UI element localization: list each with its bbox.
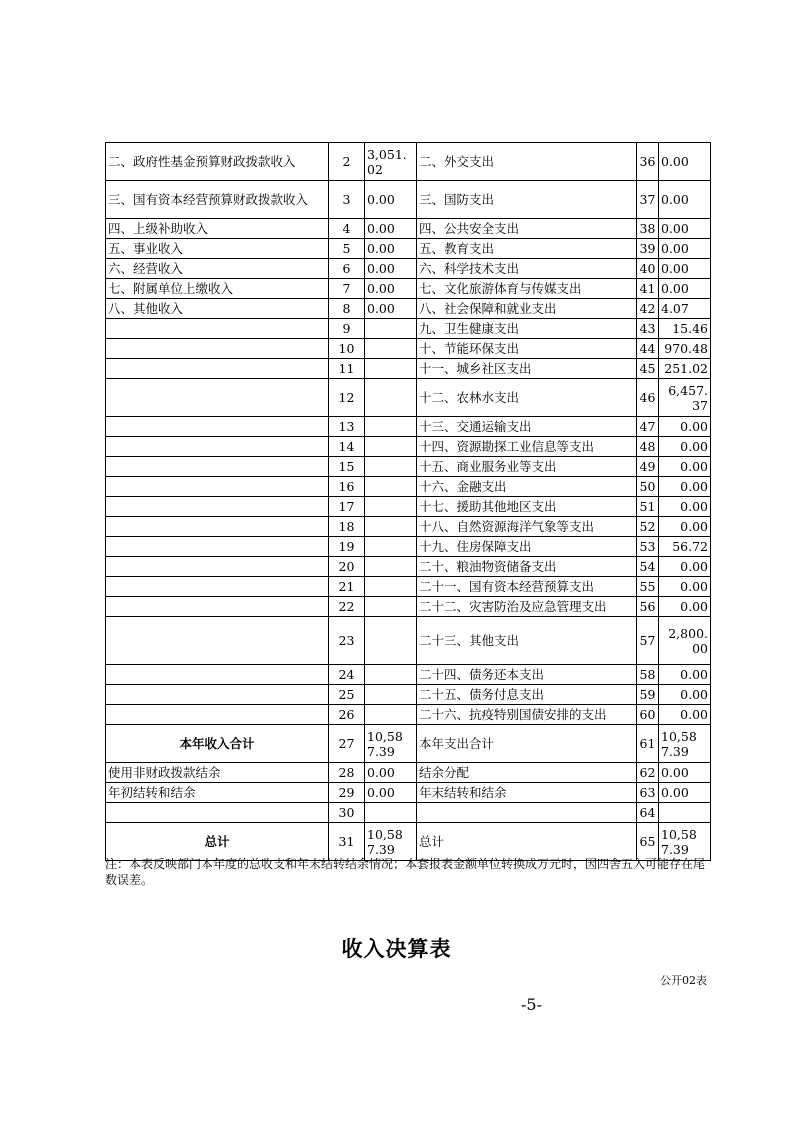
expense-item-cell: 结余分配: [417, 763, 637, 783]
table-row: [106, 783, 711, 803]
income-line-no-cell: 23: [329, 617, 365, 665]
income-line-no-cell: 5: [329, 239, 365, 259]
table-row: [106, 497, 711, 517]
table-row: [106, 239, 711, 259]
income-amount-cell: 10,587.39: [365, 823, 417, 861]
income-item-cell: [106, 557, 329, 577]
income-amount-cell: [365, 417, 417, 437]
income-item-cell: [106, 517, 329, 537]
income-item-cell: 五、事业收入: [106, 239, 329, 259]
income-amount-cell: 10,587.39: [365, 725, 417, 763]
income-amount-cell: [365, 597, 417, 617]
income-item-cell: [106, 597, 329, 617]
income-item-cell: 四、上级补助收入: [106, 219, 329, 239]
income-line-no-cell: 9: [329, 319, 365, 339]
table-row: [106, 299, 711, 319]
income-line-no-cell: 20: [329, 557, 365, 577]
table-row: [106, 379, 711, 417]
expense-amount-cell: 4.07: [659, 299, 711, 319]
table-row: [106, 437, 711, 457]
expense-item-cell: 十六、金融支出: [417, 477, 637, 497]
income-line-no-cell: 6: [329, 259, 365, 279]
expense-amount-cell: 0.00: [659, 239, 711, 259]
income-line-no-cell: 28: [329, 763, 365, 783]
table-row: [106, 477, 711, 497]
income-item-cell: 七、附属单位上缴收入: [106, 279, 329, 299]
expense-amount-cell: 0.00: [659, 557, 711, 577]
expense-line-no-cell: 41: [637, 279, 659, 299]
expense-item-cell: [417, 803, 637, 823]
expense-line-no-cell: 64: [637, 803, 659, 823]
income-item-cell: 八、其他收入: [106, 299, 329, 319]
income-item-cell: 二、政府性基金预算财政拨款收入: [106, 143, 329, 181]
income-item-cell: 三、国有资本经营预算财政拨款收入: [106, 181, 329, 219]
expense-line-no-cell: 38: [637, 219, 659, 239]
expense-amount-cell: 0.00: [659, 497, 711, 517]
expense-item-cell: 本年支出合计: [417, 725, 637, 763]
expense-amount-cell: 0.00: [659, 219, 711, 239]
income-line-no-cell: 24: [329, 665, 365, 685]
expense-line-no-cell: 45: [637, 359, 659, 379]
income-expense-table: [105, 142, 711, 861]
income-item-cell: 本年收入合计: [106, 725, 329, 763]
expense-item-cell: 十八、自然资源海洋气象等支出: [417, 517, 637, 537]
income-amount-cell: [365, 537, 417, 557]
expense-amount-cell: 0.00: [659, 259, 711, 279]
income-amount-cell: [365, 359, 417, 379]
expense-line-no-cell: 49: [637, 457, 659, 477]
expense-amount-cell: 0.00: [659, 665, 711, 685]
expense-line-no-cell: 44: [637, 339, 659, 359]
table-row: [106, 763, 711, 783]
next-table-title: 收入决算表: [341, 937, 452, 961]
expense-line-no-cell: 56: [637, 597, 659, 617]
expense-line-no-cell: 63: [637, 783, 659, 803]
income-amount-cell: 0.00: [365, 181, 417, 219]
expense-item-cell: 十一、城乡社区支出: [417, 359, 637, 379]
table-row: [106, 359, 711, 379]
expense-line-no-cell: 39: [637, 239, 659, 259]
income-line-no-cell: 10: [329, 339, 365, 359]
expense-amount-cell: 0.00: [659, 705, 711, 725]
income-item-cell: 使用非财政拨款结余: [106, 763, 329, 783]
expense-item-cell: 二十一、国有资本经营预算支出: [417, 577, 637, 597]
expense-line-no-cell: 61: [637, 725, 659, 763]
income-item-cell: [106, 339, 329, 359]
expense-amount-cell: 0.00: [659, 783, 711, 803]
income-line-no-cell: 4: [329, 219, 365, 239]
expense-line-no-cell: 59: [637, 685, 659, 705]
table-row: [106, 279, 711, 299]
expense-item-cell: 年末结转和结余: [417, 783, 637, 803]
expense-amount-cell: 0.00: [659, 417, 711, 437]
income-amount-cell: [365, 577, 417, 597]
expense-line-no-cell: 62: [637, 763, 659, 783]
table-row: [106, 685, 711, 705]
expense-amount-cell: 0.00: [659, 517, 711, 537]
page-number: -5-: [521, 995, 542, 1014]
expense-amount-cell: 15.46: [659, 319, 711, 339]
expense-amount-cell: 0.00: [659, 279, 711, 299]
income-item-cell: [106, 437, 329, 457]
expense-line-no-cell: 57: [637, 617, 659, 665]
expense-item-cell: 十九、住房保障支出: [417, 537, 637, 557]
income-amount-cell: 0.00: [365, 239, 417, 259]
table-row: [106, 803, 711, 823]
expense-item-cell: 十四、资源勘探工业信息等支出: [417, 437, 637, 457]
table-row: [106, 339, 711, 359]
table-row: [106, 417, 711, 437]
income-item-cell: [106, 477, 329, 497]
table-row: [106, 823, 711, 861]
expense-amount-cell: 970.48: [659, 339, 711, 359]
expense-item-cell: 十七、援助其他地区支出: [417, 497, 637, 517]
expense-line-no-cell: 43: [637, 319, 659, 339]
expense-amount-cell: 2,800.00: [659, 617, 711, 665]
table-row: [106, 181, 711, 219]
income-amount-cell: 0.00: [365, 763, 417, 783]
income-line-no-cell: 30: [329, 803, 365, 823]
expense-line-no-cell: 55: [637, 577, 659, 597]
income-item-cell: [106, 705, 329, 725]
expense-item-cell: 七、文化旅游体育与传媒支出: [417, 279, 637, 299]
income-amount-cell: [365, 557, 417, 577]
income-line-no-cell: 13: [329, 417, 365, 437]
income-item-cell: [106, 685, 329, 705]
expense-item-cell: 十二、农林水支出: [417, 379, 637, 417]
table-row: [106, 705, 711, 725]
income-item-cell: [106, 379, 329, 417]
income-amount-cell: [365, 685, 417, 705]
expense-item-cell: 六、科学技术支出: [417, 259, 637, 279]
expense-line-no-cell: 54: [637, 557, 659, 577]
income-amount-cell: 0.00: [365, 219, 417, 239]
income-amount-cell: [365, 665, 417, 685]
table-note: 注：本表反映部门本年度的总收支和年末结转结余情况；本套报表金额单位转换成万元时，因四舍五入可能存在尾数误差。: [105, 857, 706, 887]
expense-item-cell: 二十四、债务还本支出: [417, 665, 637, 685]
income-amount-cell: [365, 457, 417, 477]
table-row: [106, 617, 711, 665]
expense-line-no-cell: 51: [637, 497, 659, 517]
income-amount-cell: [365, 477, 417, 497]
expense-amount-cell: 251.02: [659, 359, 711, 379]
expense-item-cell: 四、公共安全支出: [417, 219, 637, 239]
income-amount-cell: [365, 339, 417, 359]
income-line-no-cell: 2: [329, 143, 365, 181]
income-line-no-cell: 15: [329, 457, 365, 477]
income-line-no-cell: 25: [329, 685, 365, 705]
table-row: [106, 597, 711, 617]
expense-item-cell: 总计: [417, 823, 637, 861]
income-amount-cell: [365, 497, 417, 517]
expense-amount-cell: 0.00: [659, 763, 711, 783]
income-line-no-cell: 21: [329, 577, 365, 597]
expense-amount-cell: 0.00: [659, 597, 711, 617]
table-row: [106, 537, 711, 557]
income-line-no-cell: 29: [329, 783, 365, 803]
expense-amount-cell: 0.00: [659, 143, 711, 181]
expense-item-cell: 三、国防支出: [417, 181, 637, 219]
expense-item-cell: 八、社会保障和就业支出: [417, 299, 637, 319]
income-line-no-cell: 27: [329, 725, 365, 763]
expense-line-no-cell: 37: [637, 181, 659, 219]
income-item-cell: [106, 537, 329, 557]
expense-amount-cell: 0.00: [659, 437, 711, 457]
income-item-cell: [106, 457, 329, 477]
income-amount-cell: [365, 319, 417, 339]
income-item-cell: [106, 497, 329, 517]
expense-amount-cell: 0.00: [659, 457, 711, 477]
income-amount-cell: [365, 617, 417, 665]
expense-item-cell: 二十三、其他支出: [417, 617, 637, 665]
table-row: [106, 725, 711, 763]
income-line-no-cell: 11: [329, 359, 365, 379]
income-line-no-cell: 12: [329, 379, 365, 417]
expense-amount-cell: 0.00: [659, 577, 711, 597]
income-line-no-cell: 7: [329, 279, 365, 299]
table-row: [106, 457, 711, 477]
expense-line-no-cell: 48: [637, 437, 659, 457]
income-amount-cell: [365, 437, 417, 457]
income-line-no-cell: 3: [329, 181, 365, 219]
table-row: [106, 143, 711, 181]
expense-item-cell: 二十二、灾害防治及应急管理支出: [417, 597, 637, 617]
expense-line-no-cell: 50: [637, 477, 659, 497]
income-line-no-cell: 26: [329, 705, 365, 725]
expense-line-no-cell: 58: [637, 665, 659, 685]
expense-line-no-cell: 65: [637, 823, 659, 861]
expense-amount-cell: 10,587.39: [659, 725, 711, 763]
income-item-cell: 总计: [106, 823, 329, 861]
income-item-cell: [106, 803, 329, 823]
expense-item-cell: 九、卫生健康支出: [417, 319, 637, 339]
expense-item-cell: 二十五、债务付息支出: [417, 685, 637, 705]
income-amount-cell: 3,051.02: [365, 143, 417, 181]
expense-line-no-cell: 60: [637, 705, 659, 725]
expense-line-no-cell: 40: [637, 259, 659, 279]
income-line-no-cell: 14: [329, 437, 365, 457]
expense-item-cell: 五、教育支出: [417, 239, 637, 259]
expense-item-cell: 二十六、抗疫特别国债安排的支出: [417, 705, 637, 725]
table-row: [106, 517, 711, 537]
table-row: [106, 577, 711, 597]
expense-item-cell: 十、节能环保支出: [417, 339, 637, 359]
expense-amount-cell: 10,587.39: [659, 823, 711, 861]
income-line-no-cell: 16: [329, 477, 365, 497]
expense-line-no-cell: 36: [637, 143, 659, 181]
expense-amount-cell: 56.72: [659, 537, 711, 557]
income-amount-cell: [365, 517, 417, 537]
expense-line-no-cell: 52: [637, 517, 659, 537]
expense-line-no-cell: 53: [637, 537, 659, 557]
income-item-cell: [106, 617, 329, 665]
income-line-no-cell: 8: [329, 299, 365, 319]
expense-line-no-cell: 46: [637, 379, 659, 417]
expense-amount-cell: [659, 803, 711, 823]
income-amount-cell: 0.00: [365, 783, 417, 803]
expense-item-cell: 二、外交支出: [417, 143, 637, 181]
table-row: [106, 259, 711, 279]
income-item-cell: [106, 665, 329, 685]
form-number: 公开02表: [660, 974, 707, 987]
income-line-no-cell: 31: [329, 823, 365, 861]
expense-amount-cell: 6,457.37: [659, 379, 711, 417]
income-line-no-cell: 18: [329, 517, 365, 537]
income-line-no-cell: 17: [329, 497, 365, 517]
table-row: [106, 557, 711, 577]
table-row: [106, 665, 711, 685]
expense-amount-cell: 0.00: [659, 477, 711, 497]
income-amount-cell: [365, 803, 417, 823]
table-row: [106, 219, 711, 239]
income-item-cell: [106, 359, 329, 379]
income-amount-cell: 0.00: [365, 279, 417, 299]
expense-item-cell: 十五、商业服务业等支出: [417, 457, 637, 477]
income-item-cell: 六、经营收入: [106, 259, 329, 279]
expense-amount-cell: 0.00: [659, 181, 711, 219]
income-line-no-cell: 19: [329, 537, 365, 557]
income-amount-cell: 0.00: [365, 299, 417, 319]
income-amount-cell: 0.00: [365, 259, 417, 279]
income-amount-cell: [365, 705, 417, 725]
expense-line-no-cell: 47: [637, 417, 659, 437]
table-row: [106, 319, 711, 339]
income-amount-cell: [365, 379, 417, 417]
expense-amount-cell: 0.00: [659, 685, 711, 705]
expense-item-cell: 二十、粮油物资储备支出: [417, 557, 637, 577]
expense-item-cell: 十三、交通运输支出: [417, 417, 637, 437]
expense-line-no-cell: 42: [637, 299, 659, 319]
income-item-cell: 年初结转和结余: [106, 783, 329, 803]
income-line-no-cell: 22: [329, 597, 365, 617]
income-item-cell: [106, 417, 329, 437]
income-item-cell: [106, 577, 329, 597]
income-item-cell: [106, 319, 329, 339]
